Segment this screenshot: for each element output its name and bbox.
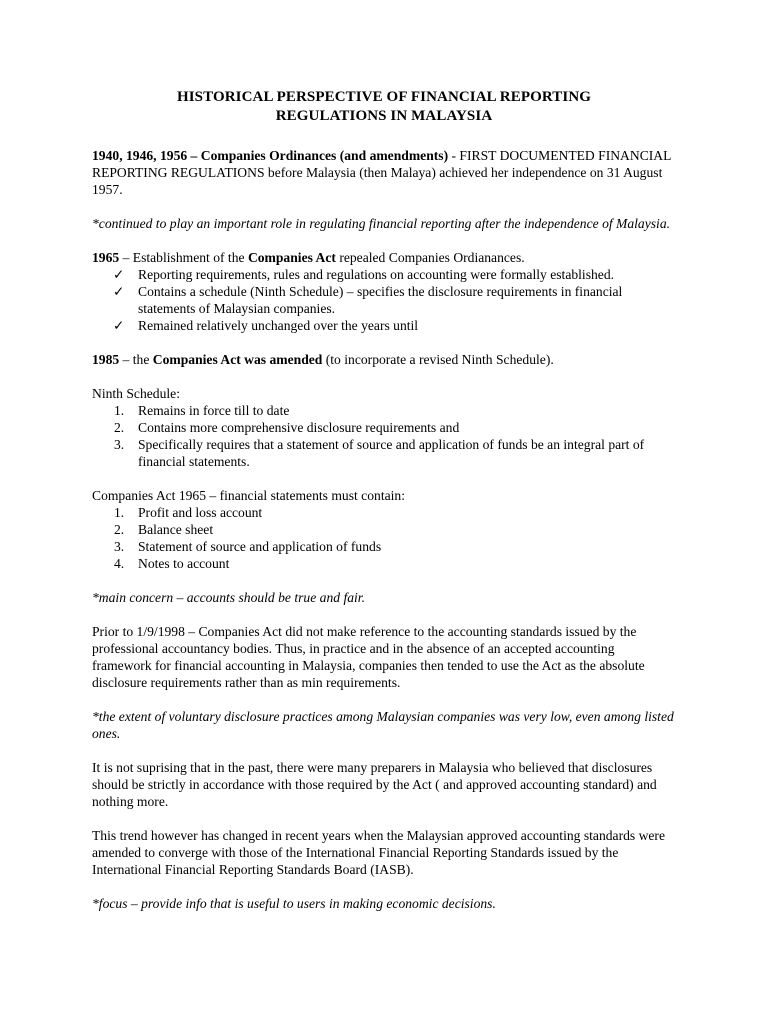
note-focus: *focus – provide info that is useful to users in making economic decisions. — [92, 896, 496, 911]
list-item — [114, 402, 676, 419]
title-line-2: REGULATIONS IN MALAYSIA — [275, 108, 493, 124]
financial-statements-list — [92, 504, 676, 572]
list-item-text: Balance sheet — [138, 522, 214, 537]
list-number: 4. — [114, 556, 125, 571]
list-number: 3. — [114, 437, 125, 452]
list-item — [114, 521, 676, 538]
paragraph-1965 — [92, 249, 676, 266]
list-item — [113, 317, 676, 334]
paragraph-prior-1998: Prior to 1/9/1998 – Companies Act did not make reference to the accounting standards issued by the professional accountancy bodies. Thus, in practice and in the absence of an accepted accounting framework for financial accounting in Malaysia, companies then tended to use the Act as the absolute disclosure requirements rather than as min requirements. — [92, 624, 645, 690]
year-1965: 1965 — [92, 250, 120, 265]
paragraph-1985 — [92, 351, 676, 368]
year-1985: 1985 — [92, 352, 120, 367]
list-item — [114, 504, 676, 521]
list-item-text: Specifically requires that a statement of source and application of funds be an integral part of financial statements. — [138, 437, 645, 469]
list-number: 1. — [114, 505, 125, 520]
list-item-text: Contains more comprehensive disclosure requirements and — [138, 420, 460, 435]
checkmark-icon: ✓ — [113, 267, 125, 282]
heading-1940: 1940, 1946, 1956 – Companies Ordinances (and amendments) — [92, 148, 449, 163]
text-1965-b: repealed Companies Ordianances. — [335, 250, 525, 265]
checklist-1965 — [92, 266, 676, 334]
list-item-text: Remained relatively unchanged over the years until — [138, 318, 419, 333]
list-item — [114, 436, 676, 470]
note-independence: *continued to play an important role in regulating financial reporting after the independence of Malaysia. — [92, 216, 671, 231]
list-item-text: Contains a schedule (Ninth Schedule) – specifies the disclosure requirements in financial statements of Malaysian companies. — [138, 284, 623, 316]
title-line-1: HISTORICAL PERSPECTIVE OF FINANCIAL REPORTING — [176, 89, 592, 105]
act-amended-bold: Companies Act was amended — [152, 352, 323, 367]
list-number: 1. — [114, 403, 125, 418]
list-item — [114, 419, 676, 436]
companies-act-1965-heading: Companies Act 1965 – financial statements must contain: — [92, 488, 405, 503]
text-1940: - FIRST DOCUMENTED FINANCIAL REPORTING REGULATIONS before Malaysia (then Malaya) achieved her independence on 31 August 1957. — [92, 148, 671, 197]
list-item-text: Reporting requirements, rules and regulations on accounting were formally established. — [138, 267, 615, 282]
text-1985-b: (to incorporate a revised Ninth Schedule). — [322, 352, 554, 367]
checkmark-icon: ✓ — [113, 284, 125, 299]
text-1985-a: – the — [119, 352, 153, 367]
paragraph-1940 — [92, 147, 676, 198]
note-voluntary-disclosure: *the extent of voluntary disclosure practices among Malaysian companies was very low, even among listed ones. — [92, 709, 674, 741]
list-item-text: Profit and loss account — [138, 505, 263, 520]
paragraph-convergence: This trend however has changed in recent years when the Malaysian approved accounting standards were amended to converge with those of the International Financial Reporting Standards issued by the International Financial Reporting Standards Board (IASB). — [92, 828, 665, 877]
note-true-and-fair: *main concern – accounts should be true and fair. — [92, 590, 365, 605]
text-1965-a: – Establishment of the — [119, 250, 248, 265]
checkmark-icon: ✓ — [113, 318, 125, 333]
list-item — [113, 266, 676, 283]
ninth-schedule-heading: Ninth Schedule: — [92, 386, 180, 401]
list-item-text: Remains in force till to date — [138, 403, 290, 418]
page-title — [92, 88, 676, 126]
list-number: 2. — [114, 420, 125, 435]
list-item — [114, 538, 676, 555]
ninth-schedule-list — [92, 402, 676, 470]
list-item-text: Notes to account — [138, 556, 230, 571]
list-number: 2. — [114, 522, 125, 537]
list-item-text: Statement of source and application of funds — [138, 539, 382, 554]
list-item — [113, 283, 676, 317]
paragraph-preparers: It is not suprising that in the past, there were many preparers in Malaysia who believed that disclosures should be strictly in accordance with those required by the Act ( and approved accounting standard) and nothing more. — [92, 760, 657, 809]
companies-act-bold: Companies Act — [247, 250, 336, 265]
list-number: 3. — [114, 539, 125, 554]
list-item — [114, 555, 676, 572]
